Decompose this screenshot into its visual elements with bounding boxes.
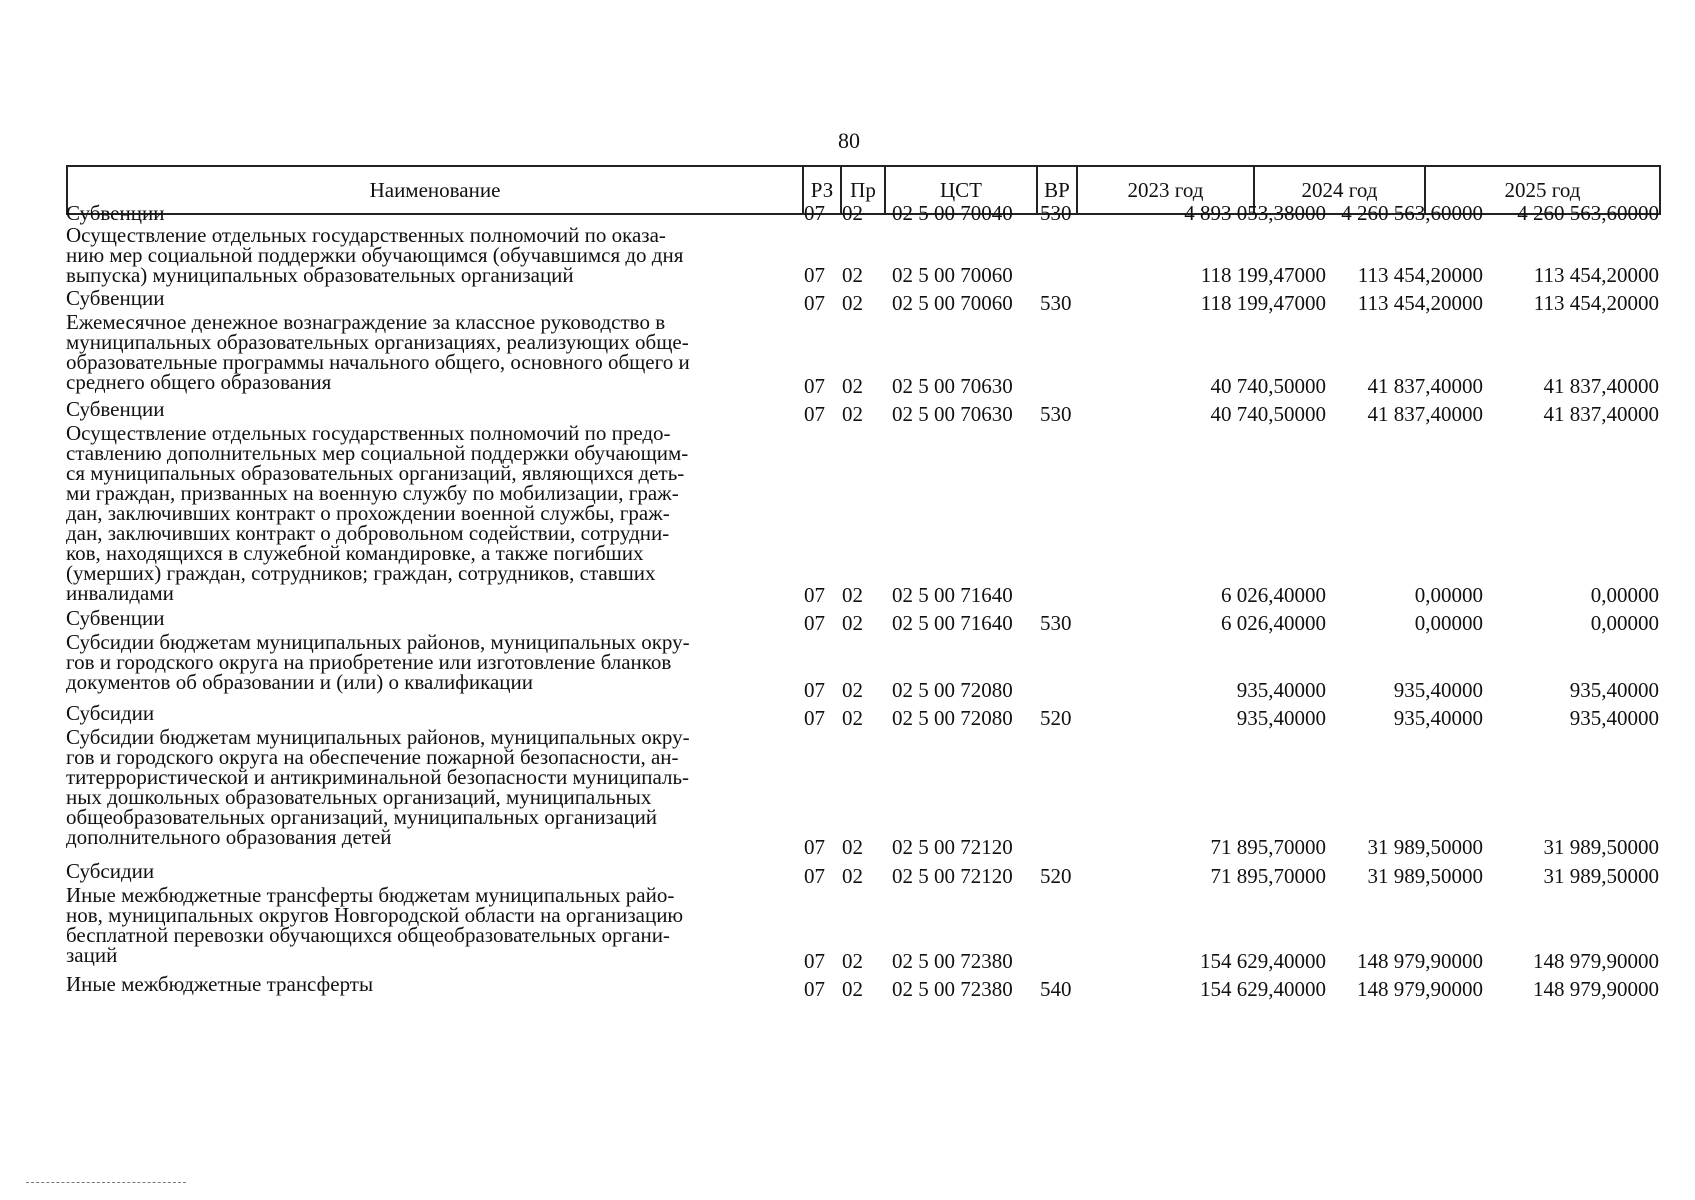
row-2023: 4 893 053,38000 — [1184, 201, 1326, 225]
row-2024: 148 979,90000 — [1357, 949, 1483, 973]
row-rz: 07 — [804, 583, 825, 607]
row-pr: 02 — [842, 583, 863, 607]
row-pr: 02 — [842, 864, 863, 888]
row-2024: 4 260 563,60000 — [1341, 201, 1483, 225]
row-pr: 02 — [842, 977, 863, 1001]
row-rz: 07 — [804, 402, 825, 426]
row-vr: 520 — [1040, 864, 1072, 888]
row-2023: 40 740,50000 — [1210, 374, 1326, 398]
row-cst: 02 5 00 72080 — [892, 706, 1013, 730]
row-pr: 02 — [842, 949, 863, 973]
row-name: Осуществление отдельных государственных полномочий по оказа- нию мер социальной поддержки обучающимся (обучавшимся до дня выпуска) муниципальных образовательных организаций — [66, 223, 684, 287]
row-vr: 530 — [1040, 611, 1072, 635]
row-vr: 530 — [1040, 201, 1072, 225]
row-2024: 0,00000 — [1414, 583, 1483, 607]
row-2025: 113 454,20000 — [1533, 263, 1659, 287]
row-pr: 02 — [842, 706, 863, 730]
header-2025: 2025 год — [1424, 167, 1659, 213]
row-cst: 02 5 00 72080 — [892, 678, 1013, 702]
row-name: Субсидии — [66, 859, 155, 883]
row-2024: 113 454,20000 — [1357, 291, 1483, 315]
row-pr: 02 — [842, 678, 863, 702]
row-name: Субсидии бюджетам муниципальных районов, муниципальных окру- гов и городского округа на приобретение или изготовление бланков документов об образовании и (или) о квалификации — [66, 630, 690, 694]
row-pr: 02 — [842, 263, 863, 287]
row-rz: 07 — [804, 835, 825, 859]
header-cst: ЦСТ — [884, 167, 1036, 213]
row-cst: 02 5 00 71640 — [892, 583, 1013, 607]
row-name: Субвенции — [66, 286, 165, 310]
row-2023: 71 895,70000 — [1210, 864, 1326, 888]
row-2024: 41 837,40000 — [1367, 402, 1483, 426]
row-cst: 02 5 00 72120 — [892, 864, 1013, 888]
row-rz: 07 — [804, 949, 825, 973]
row-cst: 02 5 00 70060 — [892, 291, 1013, 315]
row-2025: 935,40000 — [1569, 678, 1659, 702]
row-2023: 6 026,40000 — [1221, 583, 1326, 607]
row-rz: 07 — [804, 706, 825, 730]
row-2024: 148 979,90000 — [1357, 977, 1483, 1001]
row-vr: 520 — [1040, 706, 1072, 730]
row-cst: 02 5 00 70630 — [892, 402, 1013, 426]
row-2025: 31 989,50000 — [1543, 864, 1659, 888]
row-rz: 07 — [804, 864, 825, 888]
header-rz: РЗ — [802, 167, 840, 213]
row-pr: 02 — [842, 374, 863, 398]
row-2024: 113 454,20000 — [1357, 263, 1483, 287]
row-2024: 31 989,50000 — [1367, 835, 1483, 859]
row-2025: 148 979,90000 — [1533, 949, 1659, 973]
header-pr: Пр — [840, 167, 884, 213]
row-name: Субвенции — [66, 606, 165, 630]
row-vr: 540 — [1040, 977, 1072, 1001]
row-2025: 148 979,90000 — [1533, 977, 1659, 1001]
row-pr: 02 — [842, 611, 863, 635]
row-pr: 02 — [842, 402, 863, 426]
page-number: 80 — [838, 128, 860, 153]
row-2023: 6 026,40000 — [1221, 611, 1326, 635]
row-2025: 41 837,40000 — [1543, 374, 1659, 398]
row-name: Осуществление отдельных государственных полномочий по предо- ставлению дополнительных мер социальной поддержки обучающим- ся муниципальных образовательных организаций, являющихся деть- ми граждан, призванных на военную службу по мобилизации, граж- дан, заключивших контракт о прохождении военной службы, граж- дан, заключивших контракт о добровольном содействии, сотрудни- ков, находящихся в служебной командировке, а также погибших (умерших) граждан, сотрудников; граждан, сотрудников, ставших инвалидами — [66, 421, 689, 605]
row-2024: 41 837,40000 — [1367, 374, 1483, 398]
row-2023: 118 199,47000 — [1200, 291, 1326, 315]
row-2024: 935,40000 — [1393, 678, 1483, 702]
row-rz: 07 — [804, 201, 825, 225]
row-vr: 530 — [1040, 291, 1072, 315]
row-cst: 02 5 00 70060 — [892, 263, 1013, 287]
row-rz: 07 — [804, 374, 825, 398]
row-2025: 113 454,20000 — [1533, 291, 1659, 315]
row-name: Субвенции — [66, 201, 165, 225]
row-vr: 530 — [1040, 402, 1072, 426]
row-2025: 0,00000 — [1590, 583, 1659, 607]
row-2025: 4 260 563,60000 — [1517, 201, 1659, 225]
row-name: Субсидии — [66, 701, 155, 725]
row-2025: 41 837,40000 — [1543, 402, 1659, 426]
row-rz: 07 — [804, 611, 825, 635]
row-cst: 02 5 00 72120 — [892, 835, 1013, 859]
header-vr: ВР — [1036, 167, 1076, 213]
row-cst: 02 5 00 70040 — [892, 201, 1013, 225]
row-rz: 07 — [804, 291, 825, 315]
row-2023: 935,40000 — [1236, 706, 1326, 730]
row-pr: 02 — [842, 291, 863, 315]
row-cst: 02 5 00 71640 — [892, 611, 1013, 635]
footer-rule — [26, 1182, 186, 1183]
row-2023: 40 740,50000 — [1210, 402, 1326, 426]
row-2023: 154 629,40000 — [1200, 977, 1326, 1001]
row-2024: 0,00000 — [1414, 611, 1483, 635]
row-2025: 935,40000 — [1569, 706, 1659, 730]
row-2023: 71 895,70000 — [1210, 835, 1326, 859]
row-2025: 31 989,50000 — [1543, 835, 1659, 859]
row-cst: 02 5 00 70630 — [892, 374, 1013, 398]
row-name: Иные межбюджетные трансферты бюджетам муниципальных райо- нов, муниципальных округов Новгородской области на организацию бесплатной перевозки обучающихся общеобразовательных органи- заций — [66, 883, 684, 967]
row-rz: 07 — [804, 263, 825, 287]
row-2023: 118 199,47000 — [1200, 263, 1326, 287]
row-cst: 02 5 00 72380 — [892, 949, 1013, 973]
row-rz: 07 — [804, 678, 825, 702]
header-2024: 2024 год — [1253, 167, 1424, 213]
row-name: Субвенции — [66, 397, 165, 421]
row-2024: 935,40000 — [1393, 706, 1483, 730]
row-2025: 0,00000 — [1590, 611, 1659, 635]
header-2023: 2023 год — [1076, 167, 1253, 213]
row-rz: 07 — [804, 977, 825, 1001]
row-2023: 935,40000 — [1236, 678, 1326, 702]
row-pr: 02 — [842, 201, 863, 225]
row-name: Ежемесячное денежное вознаграждение за классное руководство в муниципальных образовательных организациях, реализующих обще- образовательные программы начального общего, основного общего и среднего общего образования — [66, 310, 690, 394]
header-name: Наименование — [369, 177, 501, 202]
row-2024: 31 989,50000 — [1367, 864, 1483, 888]
row-pr: 02 — [842, 835, 863, 859]
row-2023: 154 629,40000 — [1200, 949, 1326, 973]
row-name: Субсидии бюджетам муниципальных районов, муниципальных окру- гов и городского округа на обеспечение пожарной безопасности, ан- титеррористической и антикриминальной безопасности муниципаль- ных дошкольных образовательных организаций, муниципальных общеобразовательных организаций, муниципальных организаций дополнительного образования детей — [66, 725, 690, 849]
row-name: Иные межбюджетные трансферты — [66, 972, 374, 996]
row-cst: 02 5 00 72380 — [892, 977, 1013, 1001]
